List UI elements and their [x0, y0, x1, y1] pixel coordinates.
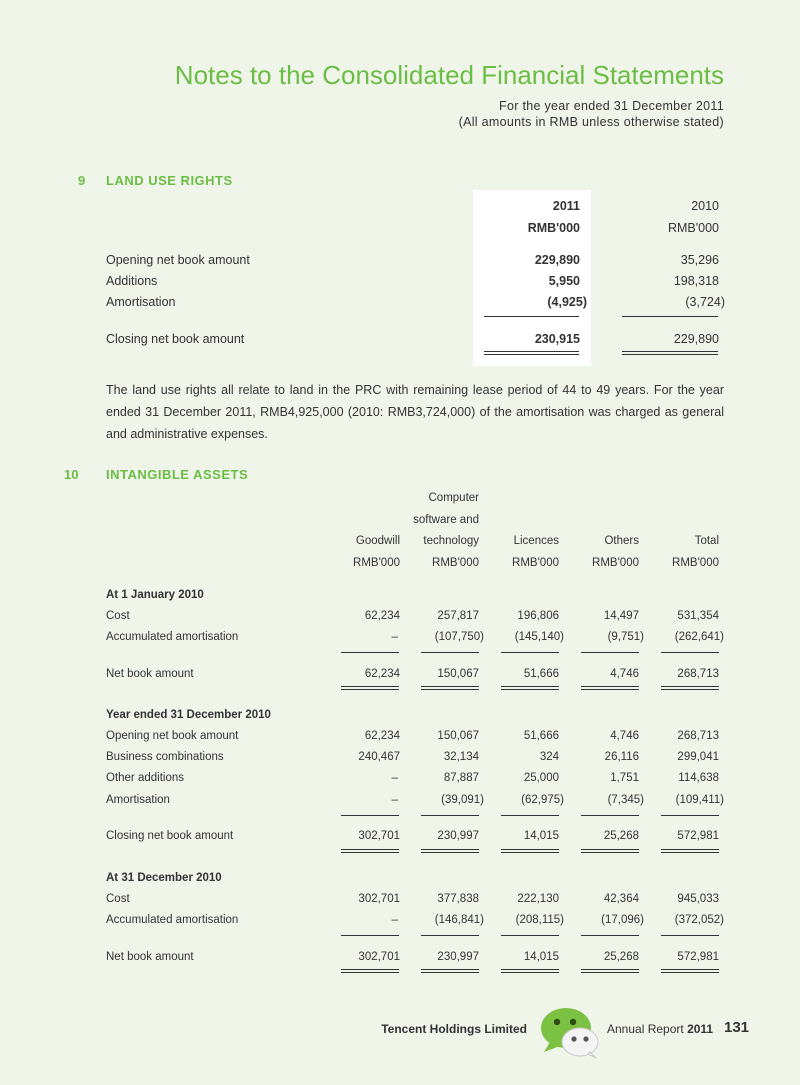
header-software-line2: software and — [413, 514, 479, 526]
cell-total: 114,638 — [678, 772, 719, 784]
subtotal-rule — [341, 815, 399, 816]
total-rule — [421, 686, 479, 690]
cell-licences: 324 — [539, 751, 559, 763]
row-label: Net book amount — [106, 951, 194, 963]
subtotal-rule — [421, 935, 479, 936]
row-label: Net book amount — [106, 668, 194, 680]
total-rule — [581, 849, 639, 853]
cell-licences: 51,666 — [523, 730, 559, 742]
row-label-additions: Additions — [106, 274, 158, 288]
total-rule — [581, 969, 639, 973]
cell-total: 268,713 — [677, 730, 719, 742]
cell-software: 230,997 — [437, 951, 479, 963]
cell-software: 377,838 — [437, 893, 479, 905]
row-label-amortisation: Amortisation — [106, 295, 176, 309]
value-2011-closing: 230,915 — [534, 332, 580, 346]
cell-total: (372,052) — [674, 914, 724, 926]
subtotal-rule — [661, 935, 719, 936]
row-label: Cost — [106, 610, 130, 622]
row-label: Closing net book amount — [106, 830, 234, 842]
cell-goodwill: – — [391, 914, 398, 926]
subtotal-rule — [421, 815, 479, 816]
value-2011-opening: 229,890 — [534, 253, 580, 267]
cell-licences: 25,000 — [523, 772, 559, 784]
total-rule — [421, 849, 479, 853]
value-2010-opening: 35,296 — [680, 253, 719, 267]
header-software-line1: Computer — [428, 492, 479, 504]
value-2010-additions: 198,318 — [673, 274, 719, 288]
col-2011-unit: RMB'000 — [527, 221, 580, 235]
header-software-line3: technology — [423, 535, 479, 547]
cell-total: 572,981 — [677, 951, 719, 963]
group-title-1-jan-2010: At 1 January 2010 — [106, 589, 204, 601]
section-10-number: 10 — [64, 467, 79, 482]
total-rule — [661, 686, 719, 690]
cell-licences: (208,115) — [515, 914, 564, 926]
subtotal-rule — [341, 652, 399, 653]
subtotal-rule — [501, 652, 559, 653]
subtotal-rule — [661, 815, 719, 816]
subtotal-rule — [501, 935, 559, 936]
header-others: Others — [604, 535, 639, 547]
cell-goodwill: 302,701 — [358, 830, 400, 842]
total-rule — [501, 686, 559, 690]
group-title-year-2010: Year ended 31 December 2010 — [106, 709, 271, 721]
total-rule — [341, 969, 399, 973]
footer-report-year: 2011 — [687, 1022, 714, 1036]
cell-total: 268,713 — [677, 668, 719, 680]
col-2010-header: 2010 — [691, 199, 719, 213]
unit-total: RMB'000 — [672, 557, 719, 569]
page-title: Notes to the Consolidated Financial Statements — [174, 60, 724, 90]
header-total: Total — [694, 535, 719, 547]
total-rule — [341, 849, 399, 853]
value-2010-amortisation: (3,724) — [685, 295, 725, 309]
cell-licences: 51,666 — [523, 668, 559, 680]
row-label: Other additions — [106, 772, 184, 784]
row-label-closing: Closing net book amount — [106, 332, 245, 346]
page-number: 131 — [724, 1019, 750, 1036]
land-use-rights-note: The land use rights all relate to land in the PRC with remaining lease period of 44 to 49 years. For the year ended 31 December 2011, RMB4,925,000 (2010: RMB3,724,000) of the amortisation was charged as general and administrative expenses. — [106, 383, 724, 441]
total-rule — [501, 969, 559, 973]
section-9-number: 9 — [78, 173, 86, 188]
footer-report-label: Annual Report — [607, 1022, 684, 1036]
unit-others: RMB'000 — [592, 557, 639, 569]
row-label: Amortisation — [106, 794, 170, 806]
cell-goodwill: 62,234 — [364, 610, 400, 622]
row-label: Accumulated amortisation — [106, 631, 239, 643]
subtotal-rule-2011 — [484, 316, 579, 317]
cell-others: (7,345) — [607, 794, 644, 806]
cell-others: 4,746 — [610, 730, 639, 742]
cell-goodwill: 62,234 — [364, 730, 400, 742]
cell-others: 42,364 — [603, 893, 639, 905]
cell-goodwill: 302,701 — [358, 893, 400, 905]
cell-total: (109,411) — [675, 794, 724, 806]
cell-software: 230,997 — [437, 830, 479, 842]
subtotal-rule — [581, 815, 639, 816]
cell-licences: 14,015 — [523, 951, 559, 963]
footer-report — [607, 1022, 713, 1036]
total-rule-2010 — [622, 351, 718, 355]
cell-software: 87,887 — [443, 772, 479, 784]
cell-total: 572,981 — [677, 830, 719, 842]
cell-others: 4,746 — [610, 668, 639, 680]
unit-goodwill: RMB'000 — [353, 557, 400, 569]
total-rule — [341, 686, 399, 690]
cell-software: (146,841) — [434, 914, 484, 926]
cell-others: 1,751 — [610, 772, 639, 784]
row-label: Accumulated amortisation — [106, 914, 239, 926]
total-rule — [421, 969, 479, 973]
section-9-title: LAND USE RIGHTS — [106, 173, 233, 188]
subtotal-rule — [581, 652, 639, 653]
cell-licences: (62,975) — [521, 794, 564, 806]
total-rule — [661, 969, 719, 973]
subtotal-rule — [341, 935, 399, 936]
total-rule — [661, 849, 719, 853]
cell-licences: 14,015 — [523, 830, 559, 842]
subtotal-rule — [581, 935, 639, 936]
cell-software: 150,067 — [437, 730, 479, 742]
cell-software: (107,750) — [434, 631, 484, 643]
cell-goodwill: – — [391, 772, 398, 784]
cell-goodwill: – — [391, 631, 398, 643]
page-subtitle — [459, 98, 724, 130]
unit-licences: RMB'000 — [512, 557, 559, 569]
subtotal-rule — [501, 815, 559, 816]
section-10-title: INTANGIBLE ASSETS — [106, 467, 249, 482]
value-2010-closing: 229,890 — [673, 332, 719, 346]
subtitle-period: For the year ended 31 December 2011 — [499, 99, 724, 113]
unit-software: RMB'000 — [432, 557, 479, 569]
subtotal-rule — [661, 652, 719, 653]
cell-total: (262,641) — [674, 631, 724, 643]
cell-software: 150,067 — [437, 668, 479, 680]
total-rule-2011 — [484, 351, 579, 355]
cell-total: 531,354 — [677, 610, 719, 622]
col-2010-unit: RMB'000 — [667, 221, 719, 235]
col-2011-header: 2011 — [552, 199, 580, 213]
total-rule — [581, 686, 639, 690]
cell-goodwill: 62,234 — [364, 668, 400, 680]
row-label-opening: Opening net book amount — [106, 253, 250, 267]
wechat-bubbles-logo — [536, 1004, 604, 1060]
cell-software: 32,134 — [443, 751, 479, 763]
subtotal-rule-2010 — [622, 316, 718, 317]
cell-licences: (145,140) — [514, 631, 564, 643]
cell-licences: 222,130 — [517, 893, 559, 905]
cell-goodwill: 302,701 — [358, 951, 400, 963]
row-label: Business combinations — [106, 751, 224, 763]
cell-others: (9,751) — [607, 631, 644, 643]
value-2011-additions: 5,950 — [548, 274, 580, 288]
cell-others: (17,096) — [601, 914, 644, 926]
cell-others: 14,497 — [603, 610, 639, 622]
total-rule — [501, 849, 559, 853]
cell-others: 25,268 — [603, 951, 639, 963]
value-2011-amortisation: (4,925) — [547, 295, 587, 309]
cell-total: 299,041 — [677, 751, 719, 763]
header-goodwill: Goodwill — [355, 535, 400, 547]
cell-others: 26,116 — [604, 751, 639, 763]
cell-others: 25,268 — [603, 830, 639, 842]
cell-software: 257,817 — [437, 610, 479, 622]
cell-software: (39,091) — [441, 794, 484, 806]
subtotal-rule — [421, 652, 479, 653]
cell-total: 945,033 — [677, 893, 719, 905]
group-title-31-dec-2010: At 31 December 2010 — [106, 872, 222, 884]
header-licences: Licences — [513, 535, 559, 547]
footer-company-name: Tencent Holdings Limited — [381, 1022, 527, 1036]
subtitle-currency: (All amounts in RMB unless otherwise stated) — [458, 115, 724, 129]
cell-goodwill: – — [391, 794, 398, 806]
row-label: Cost — [106, 893, 130, 905]
cell-goodwill: 240,467 — [358, 751, 400, 763]
row-label: Opening net book amount — [106, 730, 239, 742]
cell-licences: 196,806 — [517, 610, 559, 622]
